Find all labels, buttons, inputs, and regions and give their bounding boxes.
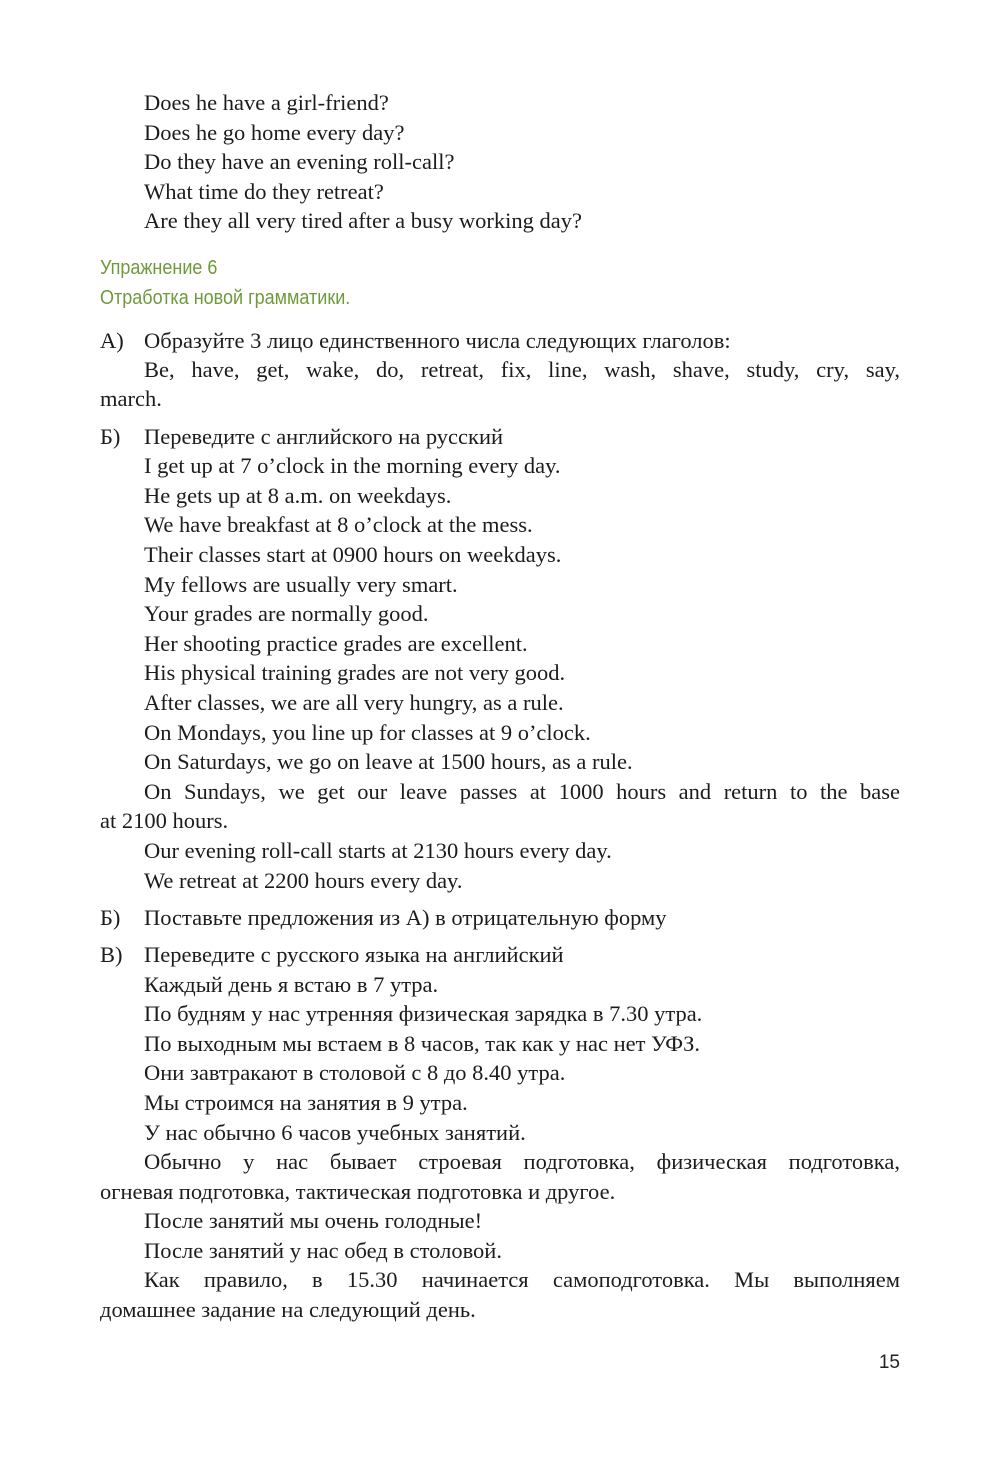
sentence-line: We have breakfast at 8 o’clock at the mess. bbox=[144, 512, 533, 537]
page-number: 15 bbox=[878, 1352, 900, 1373]
question-line: What time do they retreat? bbox=[144, 179, 384, 204]
section-v-label: В) bbox=[100, 942, 123, 967]
sentence-line: После занятий у нас обед в столовой. bbox=[144, 1238, 502, 1263]
sentence-line: at 2100 hours. bbox=[100, 808, 229, 833]
section-b2-instruction: Поставьте предложения из А) в отрицательную форму bbox=[144, 905, 667, 930]
sentence-line: Her shooting practice grades are excellent. bbox=[144, 631, 528, 656]
sentence-line: Our evening roll-call starts at 2130 hours every day. bbox=[144, 838, 612, 863]
sentence-line: огневая подготовка, тактическая подготовка и другое. bbox=[100, 1179, 616, 1204]
sentence-line: My fellows are usually very smart. bbox=[144, 572, 458, 597]
question-line: Are they all very tired after a busy working day? bbox=[144, 208, 582, 233]
section-a-verbs-line: Be, have, get, wake, do, retreat, fix, line, wash, shave, study, cry, say, bbox=[144, 357, 900, 382]
section-a-verbs-line: march. bbox=[100, 386, 162, 411]
sentence-line: По выходным мы встаем в 8 часов, так как у нас нет УФЗ. bbox=[144, 1031, 700, 1056]
question-line: Does he go home every day? bbox=[144, 120, 405, 145]
section-a-label: А) bbox=[100, 328, 124, 353]
sentence-line: After classes, we are all very hungry, as a rule. bbox=[144, 690, 564, 715]
sentence-line: У нас обычно 6 часов учебных занятий. bbox=[144, 1120, 526, 1145]
sentence-line: Their classes start at 0900 hours on weekdays. bbox=[144, 542, 562, 567]
sentence-line: Обычно у нас бывает строевая подготовка, физическая подготовка, bbox=[144, 1149, 900, 1174]
exercise-title: Упражнение 6 bbox=[100, 257, 218, 279]
question-line: Does he have a girl-friend? bbox=[144, 90, 389, 115]
sentence-line: домашнее задание на следующий день. bbox=[100, 1297, 476, 1322]
sentence-line: We retreat at 2200 hours every day. bbox=[144, 868, 463, 893]
sentence-line: Как правило, в 15.30 начинается самоподготовка. Мы выполняем bbox=[144, 1267, 900, 1292]
sentence-line: I get up at 7 o’clock in the morning every day. bbox=[144, 453, 561, 478]
section-a-instruction: Образуйте 3 лицо единственного числа следующих глаголов: bbox=[144, 328, 731, 353]
sentence-line: Они завтракают в столовой с 8 до 8.40 утра. bbox=[144, 1060, 566, 1085]
sentence-line: Каждый день я встаю в 7 утра. bbox=[144, 972, 439, 997]
sentence-line: On Sundays, we get our leave passes at 1000 hours and return to the base bbox=[144, 779, 900, 804]
sentence-line: On Mondays, you line up for classes at 9 o’clock. bbox=[144, 720, 591, 745]
section-b2-label: Б) bbox=[100, 905, 121, 930]
sentence-line: He gets up at 8 a.m. on weekdays. bbox=[144, 483, 452, 508]
sentence-line: После занятий мы очень голодные! bbox=[144, 1208, 483, 1233]
exercise-subtitle: Отработка новой грамматики. bbox=[100, 287, 351, 309]
question-line: Do they have an evening roll-call? bbox=[144, 149, 455, 174]
sentence-line: Your grades are normally good. bbox=[144, 601, 429, 626]
section-v-instruction: Переведите с русского языка на английский bbox=[144, 942, 564, 967]
sentence-line: По будням у нас утренняя физическая зарядка в 7.30 утра. bbox=[144, 1001, 703, 1026]
section-b1-instruction: Переведите с английского на русский bbox=[144, 424, 504, 449]
section-b1-label: Б) bbox=[100, 424, 121, 449]
sentence-line: His physical training grades are not very good. bbox=[144, 660, 566, 685]
sentence-line: On Saturdays, we go on leave at 1500 hours, as a rule. bbox=[144, 749, 633, 774]
sentence-line: Мы строимся на занятия в 9 утра. bbox=[144, 1090, 468, 1115]
